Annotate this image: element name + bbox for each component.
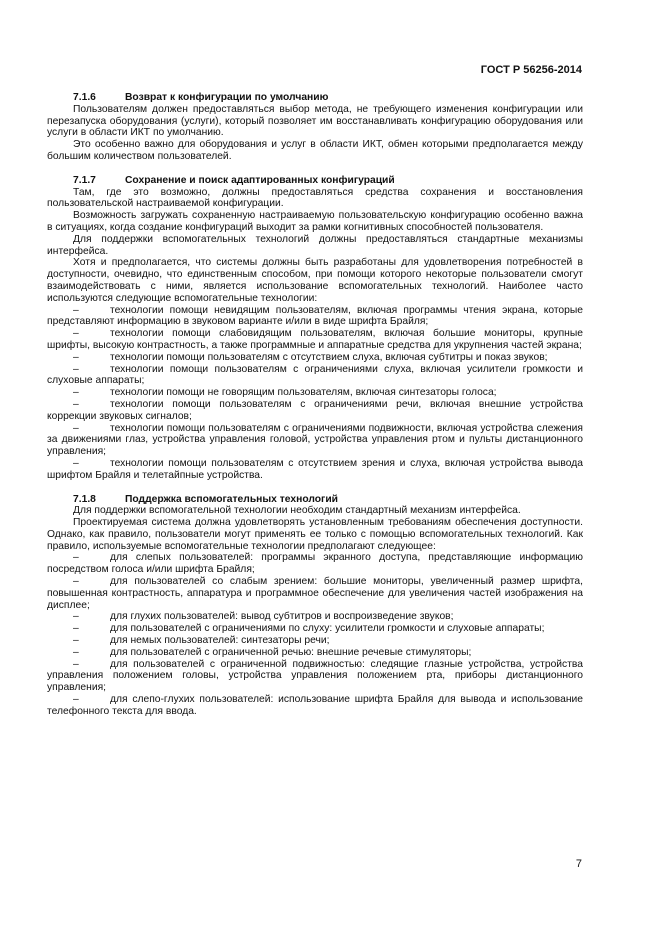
section-7-1-6: [47, 92, 583, 163]
list-dash: –: [73, 387, 79, 399]
section-7-1-7: [47, 175, 583, 482]
section-title: Сохранение и поиск адаптированных конфигураций: [125, 174, 395, 186]
list-dash: –: [73, 552, 79, 564]
list-item: [47, 305, 583, 329]
list-dash: –: [73, 658, 79, 670]
paragraph: Для поддержки вспомогательной технологии необходим стандартный механизм интерфейса.: [73, 505, 521, 517]
list-dash: –: [73, 328, 79, 340]
paragraph: Возможность загружать сохраненную настраиваемую пользовательскую конфигурацию особенно важна в ситуациях, когда создание конфигураций выходит за рамки когнитивных способностей пользователя.: [47, 210, 583, 233]
list-dash: –: [73, 398, 79, 410]
list-item: [47, 694, 583, 718]
paragraph: Пользователям должен предоставляться выбор метода, не требующего изменения конфигурации или перезапуска оборудования (услуги), который позволяет им восстанавливать конфигурацию оборудования или услуги в области ИКТ по умолчанию.: [47, 103, 583, 139]
list-dash: –: [73, 623, 79, 635]
list-item: [47, 399, 583, 423]
list-dash: –: [73, 646, 79, 658]
list-item-text: технологии помощи пользователям с отсутствием зрения и слуха, включая устройства вывода шрифтом Брайля и телетайпные устройства.: [47, 457, 583, 481]
list-item-text: для пользователей с ограниченной подвижностью: следящие глазные устройства, устройства управления положением головы, устройства управления положением рта, приборы дистанционного управления;: [47, 658, 583, 694]
list-item-text: технологии помощи пользователям с ограничениями слуха, включая усилители громкости и слуховые аппараты;: [47, 363, 583, 387]
standard-number: ГОСТ Р 56256-2014: [480, 64, 582, 76]
list-item-text: для немых пользователей: синтезаторы речи;: [110, 635, 330, 647]
list-item-text: технологии помощи пользователям с ограничениями подвижности, включая устройства слежения за движениями глаз, устройства управления головой, устройства управления ртом и пульты дистанционного управления;: [47, 422, 583, 458]
list-item-text: для слепых пользователей: программы экранного доступа, представляющие информацию посредством голоса и/или шрифта Брайля;: [47, 552, 583, 576]
list-item: [47, 364, 583, 388]
list-item: [47, 623, 583, 635]
list-item: [47, 552, 583, 576]
list-item-text: технологии помощи невидящим пользователям, включая программы чтения экрана, которые представляют информацию в звуковом варианте и/или в виде шрифта Брайля;: [47, 304, 583, 328]
section-heading: [47, 175, 583, 187]
list-item: [47, 352, 583, 364]
section-7-1-8: [47, 494, 583, 718]
list-item-text: технологии помощи слабовидящим пользователям, включая большие мониторы, крупные шрифты, высокую контрастность, а также программные и аппаратные средства для укрупнения частей экрана;: [47, 328, 583, 351]
list-item: [47, 423, 583, 458]
list-dash: –: [73, 304, 79, 316]
list-item-text: технологии помощи пользователям с ограничениями речи, включая внешние устройства коррекции звуковых сигналов;: [47, 398, 583, 422]
list-dash: –: [73, 422, 79, 434]
list-dash: –: [73, 363, 79, 375]
list-item-text: для пользователей с ограниченной речью: внешние речевые стимуляторы;: [110, 646, 472, 658]
paragraph: Для поддержки вспомогательных технологий должны предоставляться стандартные механизмы интерфейса.: [47, 233, 583, 257]
page-content: [47, 92, 583, 718]
list-item-text: для пользователей с ограничениями по слуху: усилители громкости и слуховые аппараты;: [110, 623, 545, 635]
list-item-text: технологии помощи не говорящим пользователям, включая синтезаторы голоса;: [110, 387, 497, 399]
list-dash: –: [73, 611, 79, 623]
list-dash: –: [73, 694, 79, 706]
section-number: 7.1.8: [73, 493, 96, 505]
list-item: [47, 458, 583, 482]
list-item: [47, 659, 583, 694]
section-heading: [47, 92, 583, 104]
list-item-text: технологии помощи пользователям с отсутствием слуха, включая субтитры и показ звуков;: [110, 351, 548, 363]
list-item-text: для пользователей со слабым зрением: большие мониторы, увеличенный размер шрифта, повышенная контрастность, аппаратура и программное обеспечение для увеличения частей изображения на дисплее;: [47, 576, 583, 611]
paragraph: Там, где это возможно, должны предоставляться средства сохранения и восстановления пользовательской настраиваемой конфигурации.: [47, 186, 583, 210]
list-item-text: для слепо-глухих пользователей: использование шрифта Брайля для вывода и использование телефонного текста для ввода.: [47, 694, 583, 717]
section-number: 7.1.7: [73, 174, 96, 186]
list-item: [47, 576, 583, 611]
section-title: Возврат к конфигурации по умолчанию: [125, 92, 329, 103]
list-dash: –: [73, 351, 79, 363]
list-item: [47, 387, 583, 399]
list-item: [47, 647, 583, 659]
section-number: 7.1.6: [73, 92, 96, 103]
section-heading: [47, 494, 583, 506]
list-item: [47, 328, 583, 352]
list-dash: –: [73, 457, 79, 469]
paragraph: Хотя и предполагается, что системы должны быть разработаны для удовлетворения потребностей в доступности, очевидно, что единственным способом, при помощи которого некоторые пользователи смогут взаимодействовать с ними, является использование вспомогательных технологий. Наиболее часто используются следующие вспомогательные технологии:: [47, 257, 583, 304]
section-title: Поддержка вспомогательных технологий: [125, 493, 339, 505]
list-dash: –: [73, 635, 79, 647]
list-dash: –: [73, 576, 79, 588]
list-item-text: для глухих пользователей: вывод субтитров и воспроизведение звуков;: [110, 611, 454, 623]
page-number: 7: [575, 858, 582, 870]
paragraph: Это особенно важно для оборудования и услуг в области ИКТ, обмен которыми предполагается между большим количеством пользователей.: [47, 139, 583, 162]
list-item: [47, 611, 583, 623]
list-item: [47, 635, 583, 647]
paragraph: Проектируемая система должна удовлетворять установленным требованиям обеспечения доступности. Однако, как правило, пользователи могут применять ее только с помощью вспомогательных технологий. Как правило, используемые вспомогательные технологии предполагают следующее:: [47, 517, 583, 552]
